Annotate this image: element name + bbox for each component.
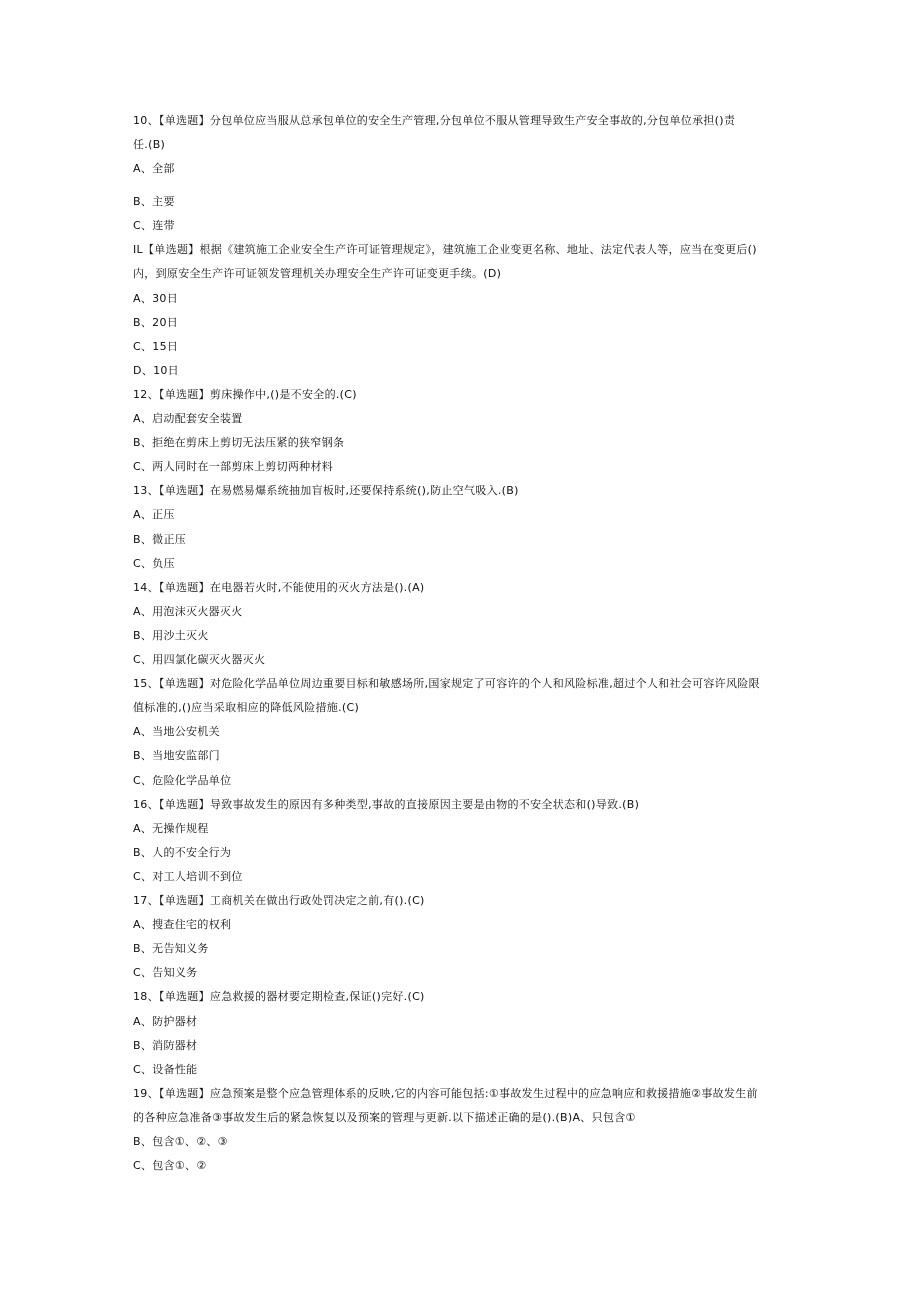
option-line: A、搜查住宅的权利 (133, 918, 232, 931)
option-line: C、设备性能 (133, 1063, 198, 1076)
option-line: C、连带 (133, 219, 175, 232)
option-line: B、主要 (133, 195, 175, 208)
option-line: C、告知义务 (133, 966, 198, 979)
option-line: A、当地公安机关 (133, 725, 220, 738)
option-line: B、消防器材 (133, 1039, 198, 1052)
question-15-line-2: 值标准的,()应当采取相应的降低风险措施.(C) (133, 701, 360, 714)
option-line: A、30日 (133, 292, 179, 305)
option-line: C、对工人培训不到位 (133, 870, 243, 883)
option-line: B、20日 (133, 316, 179, 329)
option-line: C、危险化学品单位 (133, 774, 232, 787)
question-11-line-2: 内，到原安全生产许可证领发管理机关办理安全生产许可证变更手续。(D) (133, 267, 502, 280)
question-10-line-1: 10、【单选题】分包单位应当服从总承包单位的安全生产管理,分包单位不服从管理导致生产安全事故的,分包单位承担()责 (133, 114, 736, 127)
option-line: C、负压 (133, 557, 175, 570)
question-19-line-1: 19、【单选题】应急预案是整个应急管理体系的反映,它的内容可能包括:①事故发生过程中的应急响应和救援措施②事故发生前 (133, 1087, 758, 1100)
question-18-line: 18、【单选题】应急救援的器材要定期检查,保证()完好.(C) (133, 990, 425, 1003)
question-10-line-2: 任.(B) (133, 138, 166, 151)
option-line: A、防护器材 (133, 1015, 198, 1028)
question-11-line-1: IL【单选题】根据《建筑施工企业安全生产许可证管理规定》，建筑施工企业变更名称、地址、法定代表人等，应当在变更后() (133, 243, 757, 256)
option-line: B、人的不安全行为 (133, 846, 232, 859)
question-16-line: 16、【单选题】导致事故发生的原因有多种类型,事故的直接原因主要是由物的不安全状态和()导致.(B) (133, 798, 640, 811)
option-line: C、包含①、② (133, 1159, 207, 1172)
option-line: A、用泡沫灭火器灭火 (133, 605, 243, 618)
option-line: A、无操作规程 (133, 822, 209, 835)
option-line: C、两人同时在一部剪床上剪切两种材料 (133, 460, 334, 473)
option-line: B、微正压 (133, 533, 187, 546)
question-14-line: 14、【单选题】在电器若火时,不能使用的灭火方法是().(A) (133, 581, 425, 594)
option-line: A、启动配套安全装置 (133, 412, 243, 425)
option-line: C、用四氯化碳灭火器灭火 (133, 653, 266, 666)
question-12-line: 12、【单选题】剪床操作中,()是不安全的.(C) (133, 388, 357, 401)
option-line: B、用沙土灭火 (133, 629, 209, 642)
option-line: D、10日 (133, 364, 179, 377)
option-line: A、全部 (133, 162, 175, 175)
option-line: C、15日 (133, 340, 179, 353)
question-19-line-2: 的各种应急准备③事故发生后的紧急恢复以及预案的管理与更新.以下描述正确的是().(B)A、只包含① (133, 1111, 636, 1124)
option-line: B、拒绝在剪床上剪切无法压紧的狭窄钢条 (133, 436, 345, 449)
option-line: B、当地安监部门 (133, 749, 220, 762)
question-15-line-1: 15、【单选题】对危险化学品单位周边重要目标和敏感场所,国家规定了可容许的个人和风险标准,超过个人和社会可容许风险限 (133, 677, 760, 690)
option-line: B、无告知义务 (133, 942, 209, 955)
question-13-line: 13、【单选题】在易燃易爆系统抽加盲板时,还要保持系统(),防止空气吸入.(B) (133, 484, 519, 497)
option-line: A、正压 (133, 508, 175, 521)
option-line: B、包含①、②、③ (133, 1135, 228, 1148)
question-17-line: 17、【单选题】工商机关在做出行政处罚决定之前,有().(C) (133, 894, 425, 907)
